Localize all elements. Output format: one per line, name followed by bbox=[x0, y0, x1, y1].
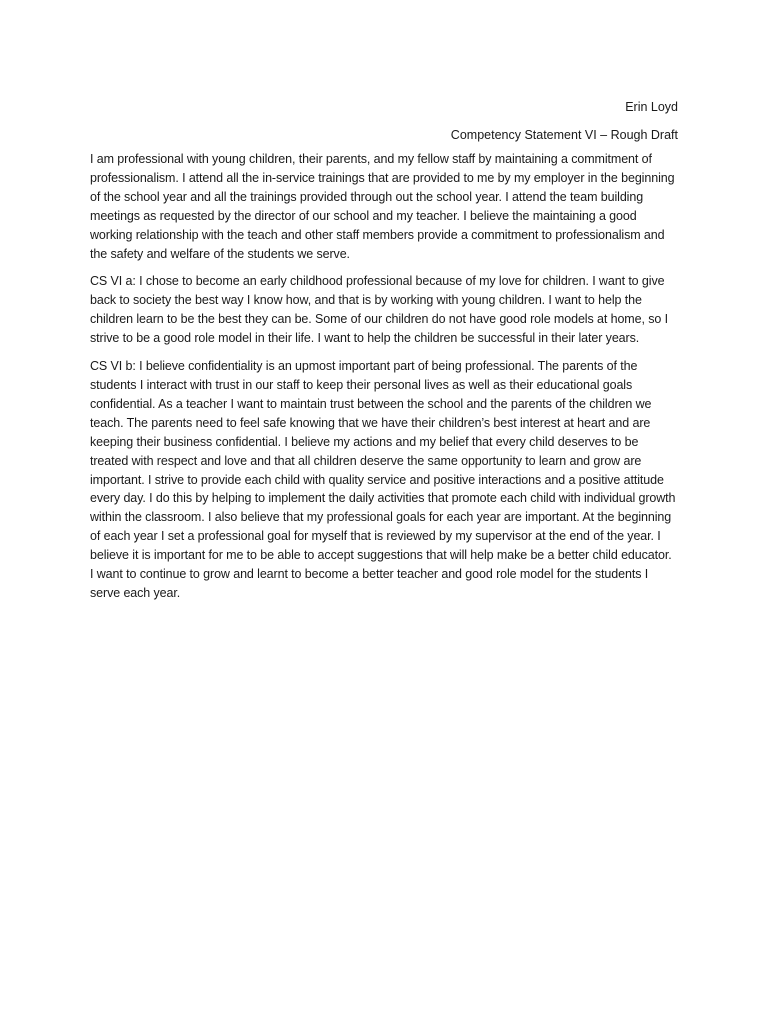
paragraph-cs-vi-a: CS VI a: I chose to become an early childhood professional because of my love for children. I want to give back to society the best way I know how, and that is by working with young children. I want to help the children learn to be the best they can be. Some of our children do not have good role models at home, so I strive to be a good role model in their life. I want to help the children be successful in their later years. bbox=[90, 274, 668, 346]
paragraph-cs-vi-b: CS VI b: I believe confidentiality is an upmost important part of being professional. The parents of the students I interact with trust in our staff to keep their personal lives as well as their educational goals confidential. As a teacher I want to maintain trust between the school and the parents of the children we teach. The parents need to feel safe knowing that we have their children’s best interest at heart and are keeping their business confidential. I believe my actions and my belief that every child deserves to be treated with respect and love and that all children deserve the same opportunity to learn and grow are important. I strive to provide each child with quality service and positive interactions and a positive attitude every day. I do this by helping to implement the daily activities that promote each child with individual growth within the classroom. I also believe that my professional goals for each year are important. At the beginning of each year I set a professional goal for myself that is reviewed by my supervisor at the end of the year. I believe it is important for me to be able to accept suggestions that will help make be a better child educator. I want to continue to grow and learnt to become a better teacher and good role model for the students I serve each year. bbox=[90, 359, 676, 600]
author-name: Erin Loyd bbox=[625, 100, 678, 114]
document-header bbox=[451, 93, 678, 149]
paragraph-intro: I am professional with young children, their parents, and my fellow staff by maintaining a commitment of professionalism. I attend all the in-service trainings that are provided to me by my employer in the beginning of the school year and all the trainings provided through out the school year. I attend the team building meetings as requested by the director of our school and my teacher. I believe the maintaining a good working relationship with the teach and other staff members provide a commitment to professionalism and the safety and welfare of the students we serve. bbox=[90, 152, 675, 261]
document-title: Competency Statement VI – Rough Draft bbox=[450, 128, 678, 142]
document-body bbox=[90, 150, 678, 612]
